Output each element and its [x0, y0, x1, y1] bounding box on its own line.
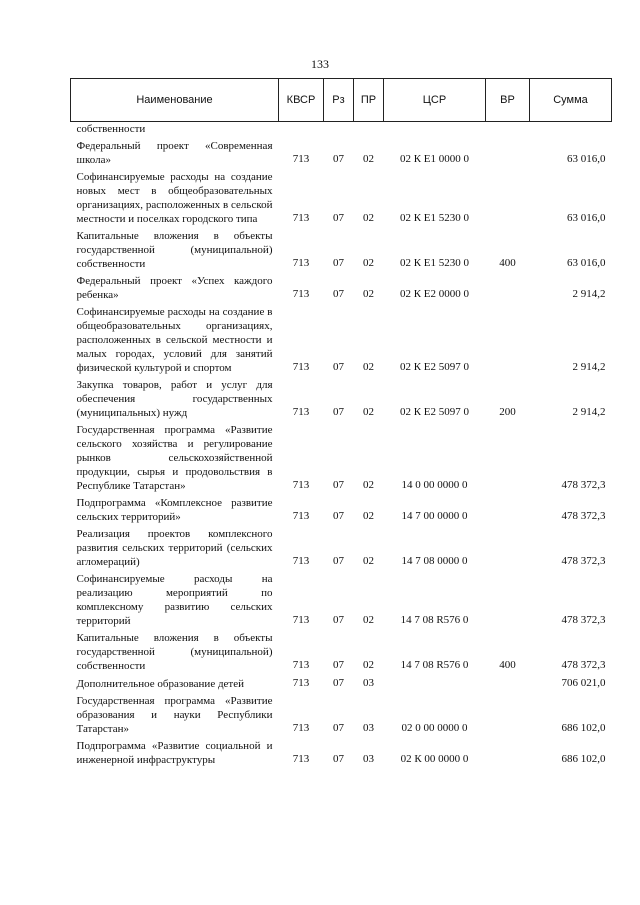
- cell-name: Капитальные вложения в объекты государственной (муниципальной) собственности: [76, 230, 273, 270]
- cell-rz: 07: [333, 677, 344, 689]
- cell-name: Федеральный проект «Успех каждого ребенка»: [76, 275, 273, 301]
- cell-sum: 478 372,3: [561, 614, 606, 626]
- cell-name: Дополнительное образование детей: [76, 678, 245, 690]
- cell-pr: 02: [363, 510, 374, 522]
- cell-name: собственности: [76, 123, 146, 135]
- cell-pr: 02: [363, 361, 374, 373]
- cell-sum: [530, 122, 612, 137]
- cell-rz: 07: [333, 361, 344, 373]
- cell-name: Закупка товаров, работ и услуг для обеспечения государственных (муниципальных) нужд: [76, 379, 273, 419]
- cell-vr: [486, 736, 530, 767]
- table-header-row: [71, 79, 612, 122]
- cell-kvsr: 713: [292, 153, 310, 165]
- header-name: Наименование: [71, 79, 279, 122]
- cell-kvsr: 713: [292, 510, 310, 522]
- header-pr: ПР: [354, 79, 384, 122]
- cell-pr: 02: [363, 153, 374, 165]
- cell-vr: [486, 271, 530, 302]
- cell-rz: 07: [333, 288, 344, 300]
- cell-pr: 02: [363, 614, 374, 626]
- cell-pr: 03: [363, 722, 374, 734]
- table-row: [71, 420, 612, 493]
- cell-vr: [486, 569, 530, 628]
- cell-rz: 07: [333, 510, 344, 522]
- table-row: [71, 673, 612, 691]
- header-csr: ЦСР: [384, 79, 486, 122]
- table-row: [71, 628, 612, 673]
- cell-csr: 02 К Е1 0000 0: [399, 153, 470, 165]
- cell-sum: 63 016,0: [567, 257, 606, 269]
- cell-kvsr: 713: [292, 361, 310, 373]
- cell-csr: [384, 673, 486, 691]
- table-row: [71, 226, 612, 271]
- cell-pr: 03: [363, 677, 374, 689]
- cell-rz: 07: [333, 659, 344, 671]
- cell-sum: 2 914,2: [572, 361, 606, 373]
- cell-kvsr: 713: [292, 479, 310, 491]
- cell-pr: 02: [363, 212, 374, 224]
- cell-sum: 706 021,0: [561, 677, 606, 689]
- table-row: [71, 122, 612, 137]
- cell-sum: 63 016,0: [567, 212, 606, 224]
- cell-sum: 2 914,2: [572, 406, 606, 418]
- page-number: 133: [311, 57, 329, 71]
- cell-vr: [486, 493, 530, 524]
- cell-name: Софинансируемые расходы на создание новых мест в общеобразовательных организациях, расположенных в сельской местности и поселках городского типа: [76, 171, 273, 225]
- cell-kvsr: 713: [292, 677, 310, 689]
- cell-kvsr: 713: [292, 288, 310, 300]
- cell-rz: 07: [333, 614, 344, 626]
- cell-csr: [384, 122, 486, 137]
- cell-csr: 14 7 08 R576 0: [400, 659, 469, 671]
- cell-name: Федеральный проект «Современная школа»: [76, 140, 273, 166]
- table-row: [71, 136, 612, 167]
- table-row: [71, 691, 612, 736]
- cell-csr: 14 7 00 0000 0: [401, 510, 468, 522]
- cell-sum: 63 016,0: [567, 153, 606, 165]
- cell-name: Софинансируемые расходы на создание в общеобразовательных организациях, расположенных в сельской местности и малых городах, условий для занятий физической культурой и спортом: [76, 306, 273, 374]
- cell-vr: [486, 302, 530, 375]
- cell-name: Реализация проектов комплексного развития сельских территорий (сельских агломераций): [76, 528, 273, 568]
- cell-sum: 478 372,3: [561, 510, 606, 522]
- cell-name: Государственная программа «Развитие сельского хозяйства и регулирование рынков сельскохозяйственной продукции, сырья и продовольствия в Республике Татарстан»: [76, 424, 273, 492]
- cell-pr: 02: [363, 659, 374, 671]
- cell-csr: 14 0 00 0000 0: [401, 479, 468, 491]
- cell-sum: 2 914,2: [572, 288, 606, 300]
- cell-vr: 400: [499, 659, 516, 671]
- cell-kvsr: [279, 122, 324, 137]
- cell-rz: 07: [333, 753, 344, 765]
- cell-vr: [486, 673, 530, 691]
- cell-csr: 02 К Е1 5230 0: [399, 257, 470, 269]
- table-row: [71, 524, 612, 569]
- cell-vr: [486, 122, 530, 137]
- cell-csr: 14 7 08 R576 0: [400, 614, 469, 626]
- header-sum: Сумма: [530, 79, 612, 122]
- cell-name: Подпрограмма «Развитие социальной и инженерной инфраструктуры: [76, 740, 273, 766]
- cell-kvsr: 713: [292, 753, 310, 765]
- header-kvsr: КВСР: [279, 79, 324, 122]
- cell-rz: 07: [333, 479, 344, 491]
- cell-rz: 07: [333, 257, 344, 269]
- cell-csr: 02 К 00 0000 0: [400, 753, 469, 765]
- cell-kvsr: 713: [292, 722, 310, 734]
- table-row: [71, 167, 612, 226]
- cell-csr: 02 К Е2 5097 0: [399, 361, 470, 373]
- table-row: [71, 375, 612, 420]
- cell-rz: 07: [333, 153, 344, 165]
- cell-vr: [486, 136, 530, 167]
- cell-rz: 07: [333, 722, 344, 734]
- cell-vr: 400: [499, 257, 516, 269]
- cell-kvsr: 713: [292, 614, 310, 626]
- cell-rz: 07: [333, 555, 344, 567]
- budget-table: [70, 78, 612, 767]
- cell-kvsr: 713: [292, 555, 310, 567]
- cell-csr: 02 0 00 0000 0: [401, 722, 468, 734]
- table-row: [71, 302, 612, 375]
- cell-pr: [354, 122, 384, 137]
- cell-pr: 03: [363, 753, 374, 765]
- cell-vr: [486, 691, 530, 736]
- cell-name: Подпрограмма «Комплексное развитие сельских территорий»: [76, 497, 273, 523]
- cell-csr: 02 К Е1 5230 0: [399, 212, 470, 224]
- cell-rz: 07: [333, 406, 344, 418]
- cell-sum: 686 102,0: [561, 753, 606, 765]
- table-row: [71, 736, 612, 767]
- cell-pr: 02: [363, 257, 374, 269]
- cell-vr: [486, 524, 530, 569]
- cell-pr: 02: [363, 406, 374, 418]
- cell-pr: 02: [363, 288, 374, 300]
- cell-name: Капитальные вложения в объекты государственной (муниципальной) собственности: [76, 632, 273, 672]
- cell-sum: 478 372,3: [561, 479, 606, 491]
- cell-rz: 07: [333, 212, 344, 224]
- cell-kvsr: 713: [292, 659, 310, 671]
- cell-sum: 478 372,3: [561, 659, 606, 671]
- cell-vr: 200: [499, 406, 516, 418]
- header-rz: Рз: [324, 79, 354, 122]
- cell-vr: [486, 420, 530, 493]
- cell-csr: 02 К Е2 0000 0: [399, 288, 470, 300]
- cell-vr: [486, 167, 530, 226]
- table-body: [71, 122, 612, 768]
- table-row: [71, 493, 612, 524]
- cell-sum: 478 372,3: [561, 555, 606, 567]
- cell-pr: 02: [363, 555, 374, 567]
- table-row: [71, 271, 612, 302]
- cell-pr: 02: [363, 479, 374, 491]
- cell-name: Государственная программа «Развитие образования и науки Республики Татарстан»: [76, 695, 273, 735]
- cell-csr: 02 К Е2 5097 0: [399, 406, 470, 418]
- header-vr: ВР: [486, 79, 530, 122]
- cell-rz: [324, 122, 354, 137]
- cell-sum: 686 102,0: [561, 722, 606, 734]
- cell-csr: 14 7 08 0000 0: [401, 555, 468, 567]
- cell-kvsr: 713: [292, 406, 310, 418]
- table-row: [71, 569, 612, 628]
- cell-kvsr: 713: [292, 212, 310, 224]
- cell-kvsr: 713: [292, 257, 310, 269]
- cell-name: Софинансируемые расходы на реализацию мероприятий по комплексному развитию сельских территорий: [76, 573, 273, 627]
